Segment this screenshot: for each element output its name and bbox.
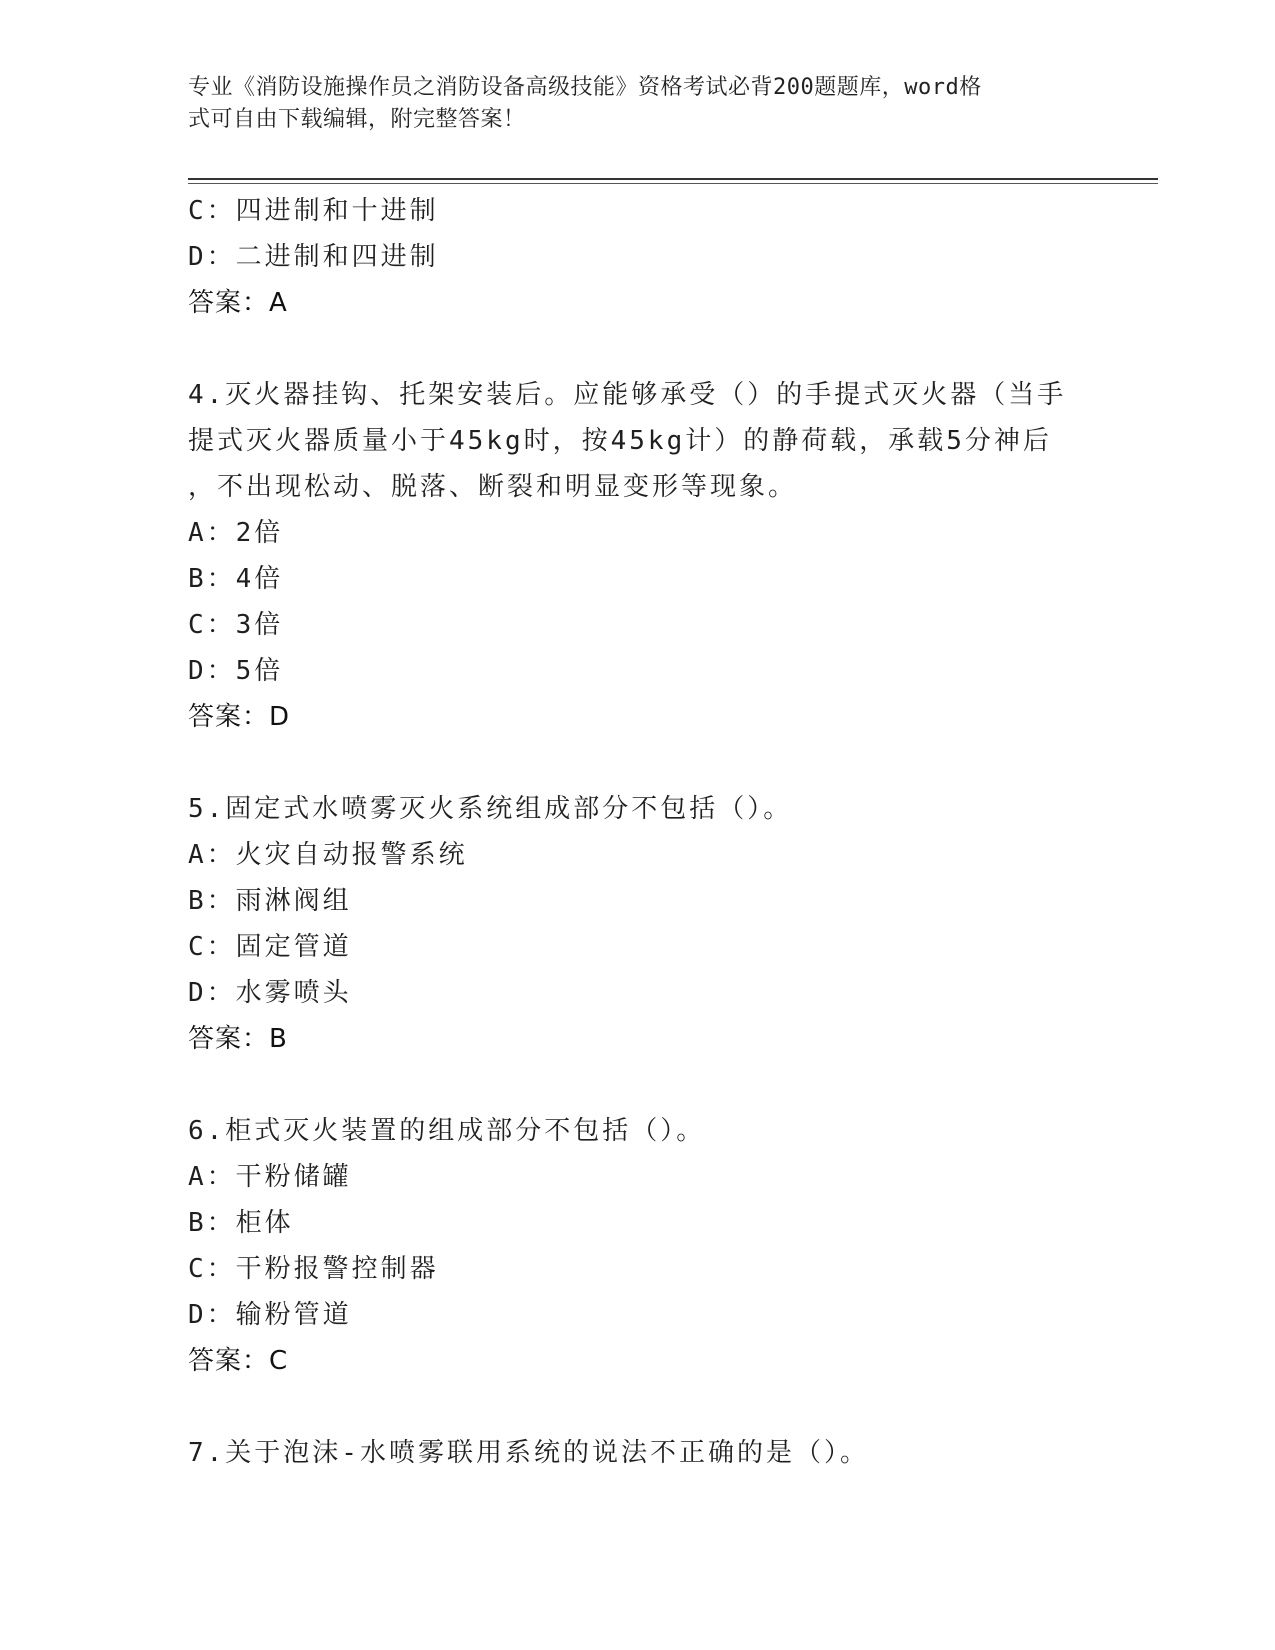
- header-rule-thick: [188, 178, 1158, 180]
- header-line-1: 专业《消防设施操作员之消防设备高级技能》资格考试必背200题题库，word格: [188, 75, 982, 100]
- option-c: C：四进制和十进制: [188, 196, 439, 226]
- header-rule-thin: [188, 183, 1158, 184]
- question-stem: [188, 1108, 1068, 1154]
- question-stem: [188, 1430, 1068, 1476]
- option-c: C：3倍: [188, 610, 284, 640]
- answer-line: 答案：D: [188, 702, 291, 732]
- document-header: [188, 72, 1068, 136]
- answer-line: 答案：B: [188, 1024, 288, 1054]
- question-stem-line: 4.灭火器挂钩、托架安装后。应能够承受（）的手提式灭火器（当手: [188, 380, 1067, 410]
- question-stem-line: 5.固定式水喷雾灭火系统组成部分不包括（）。: [188, 794, 793, 824]
- option-d: D：水雾喷头: [188, 978, 352, 1008]
- option-d: D：5倍: [188, 656, 284, 686]
- question-stem-line: ，不出现松动、脱落、断裂和明显变形等现象。: [188, 472, 798, 502]
- question-3-continued: [188, 188, 1088, 326]
- option-a: A：干粉储罐: [188, 1162, 352, 1192]
- option-c: C：干粉报警控制器: [188, 1254, 439, 1284]
- question-stem: [188, 786, 1068, 832]
- option-d: D：二进制和四进制: [188, 242, 439, 272]
- answer-line: 答案：A: [188, 288, 288, 318]
- option-a: A：火灾自动报警系统: [188, 840, 468, 870]
- question-7: [188, 1430, 1088, 1476]
- question-list: [188, 188, 1088, 1476]
- option-d: D：输粉管道: [188, 1300, 352, 1330]
- question-6: [188, 1108, 1088, 1384]
- question-5: [188, 786, 1088, 1062]
- option-b: B：雨淋阀组: [188, 886, 352, 916]
- question-4: [188, 372, 1088, 740]
- header-line-2: 式可自由下载编辑，附完整答案！: [188, 107, 526, 132]
- question-stem-line: 7.关于泡沫-水喷雾联用系统的说法不正确的是（）。: [188, 1438, 869, 1468]
- option-b: B：柜体: [188, 1208, 294, 1238]
- question-stem-line: 提式灭火器质量小于45kg时，按45kg计）的静荷载，承载5分神后: [188, 426, 1052, 456]
- question-stem-line: 6.柜式灭火装置的组成部分不包括（）。: [188, 1116, 706, 1146]
- option-a: A：2倍: [188, 518, 284, 548]
- answer-line: 答案：C: [188, 1346, 289, 1376]
- option-c: C：固定管道: [188, 932, 352, 962]
- option-b: B：4倍: [188, 564, 284, 594]
- question-stem: [188, 372, 1068, 510]
